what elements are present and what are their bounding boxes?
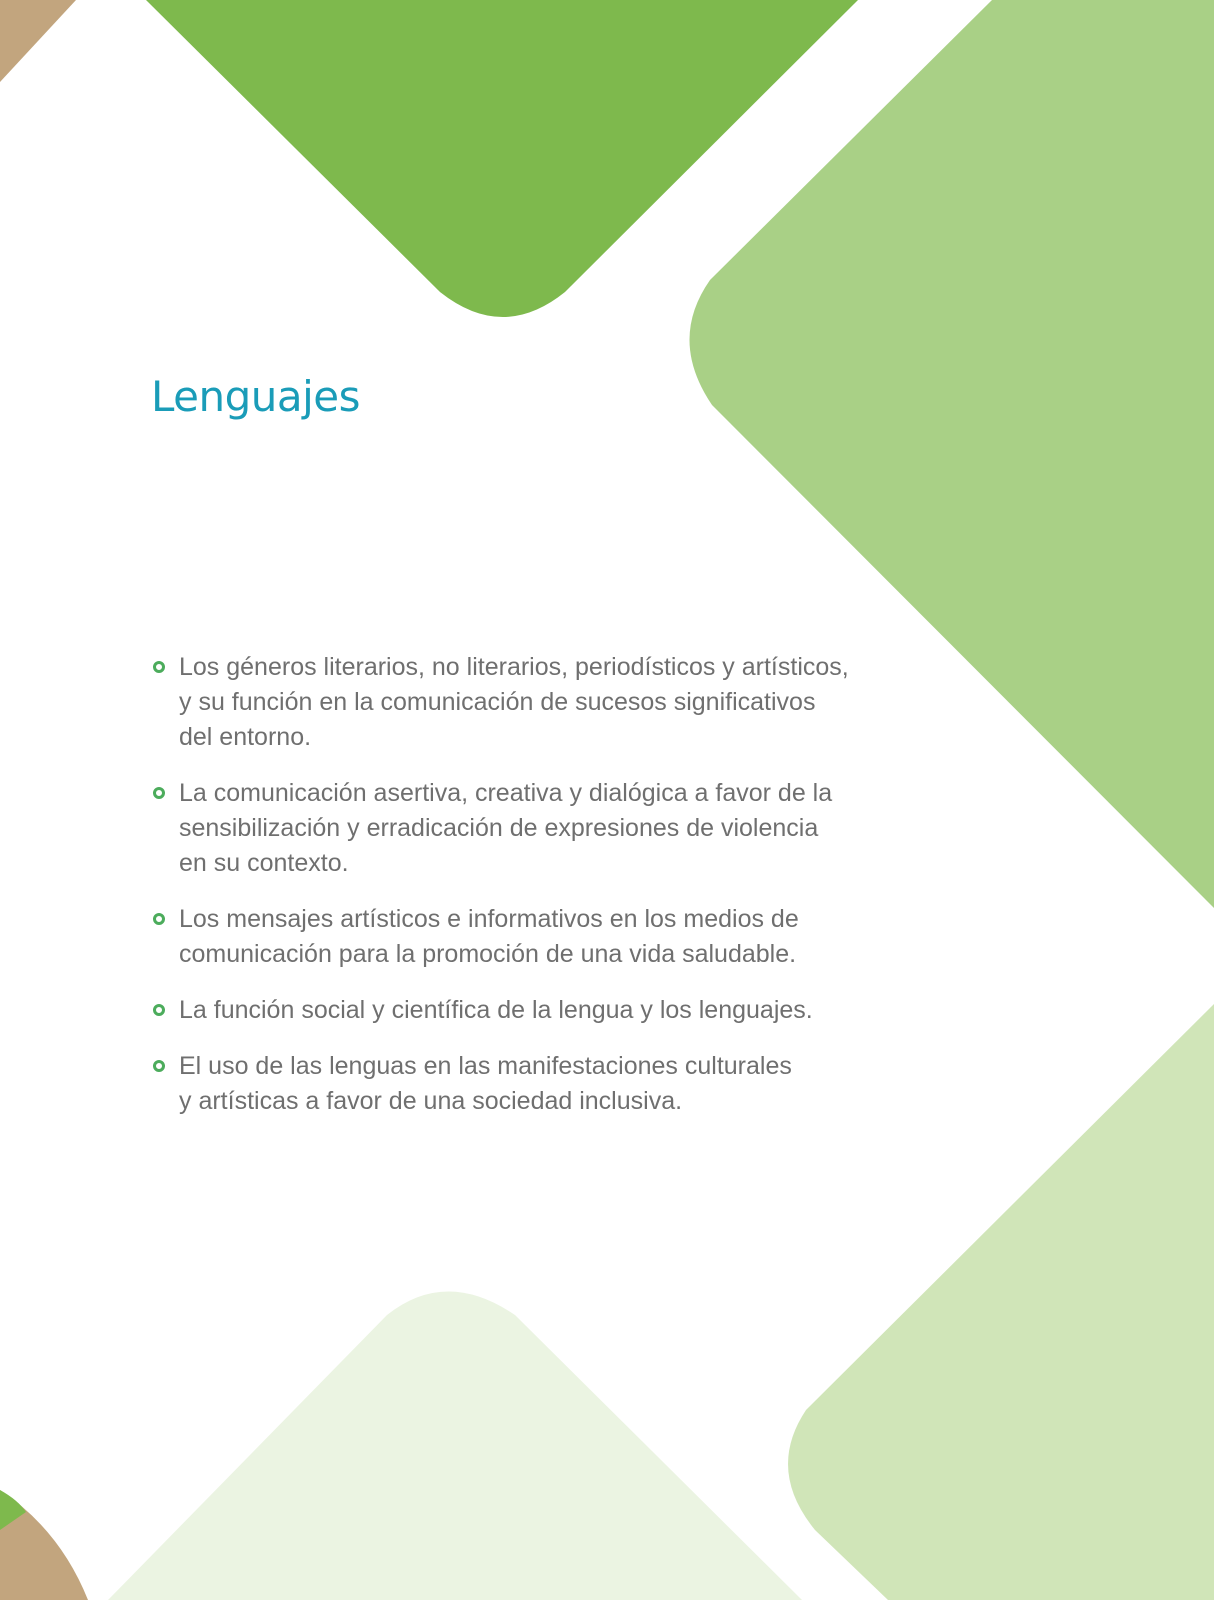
list-item	[151, 650, 871, 755]
topic-text: Los géneros literarios, no literarios, periodísticos y artísticos, y su función en la comunicación de sucesos significativos del entorno.	[179, 653, 849, 751]
topic-list	[151, 650, 871, 1140]
corner-photo-top	[0, 0, 76, 82]
bottom-pale-green-diamond	[108, 1292, 802, 1600]
topic-text: La comunicación asertiva, creativa y dialógica a favor de la sensibilización y erradicación de expresiones de violencia en su contexto.	[179, 779, 833, 877]
bullet-circle-icon	[153, 913, 165, 925]
list-item	[151, 993, 871, 1028]
topic-text: El uso de las lenguas en las manifestaciones culturales y artísticas a favor de una sociedad inclusiva.	[179, 1052, 792, 1115]
topic-text: Los mensajes artísticos e informativos en los medios de comunicación para la promoción de una vida saludable.	[179, 905, 799, 968]
topic-text: La función social y científica de la lengua y los lenguajes.	[179, 996, 813, 1024]
bullet-circle-icon	[153, 661, 165, 673]
list-item	[151, 1049, 871, 1119]
page-title: Lenguajes	[151, 372, 361, 421]
list-item	[151, 902, 871, 972]
bullet-circle-icon	[153, 1060, 165, 1072]
list-item	[151, 776, 871, 881]
bullet-circle-icon	[153, 1004, 165, 1016]
bullet-circle-icon	[153, 787, 165, 799]
